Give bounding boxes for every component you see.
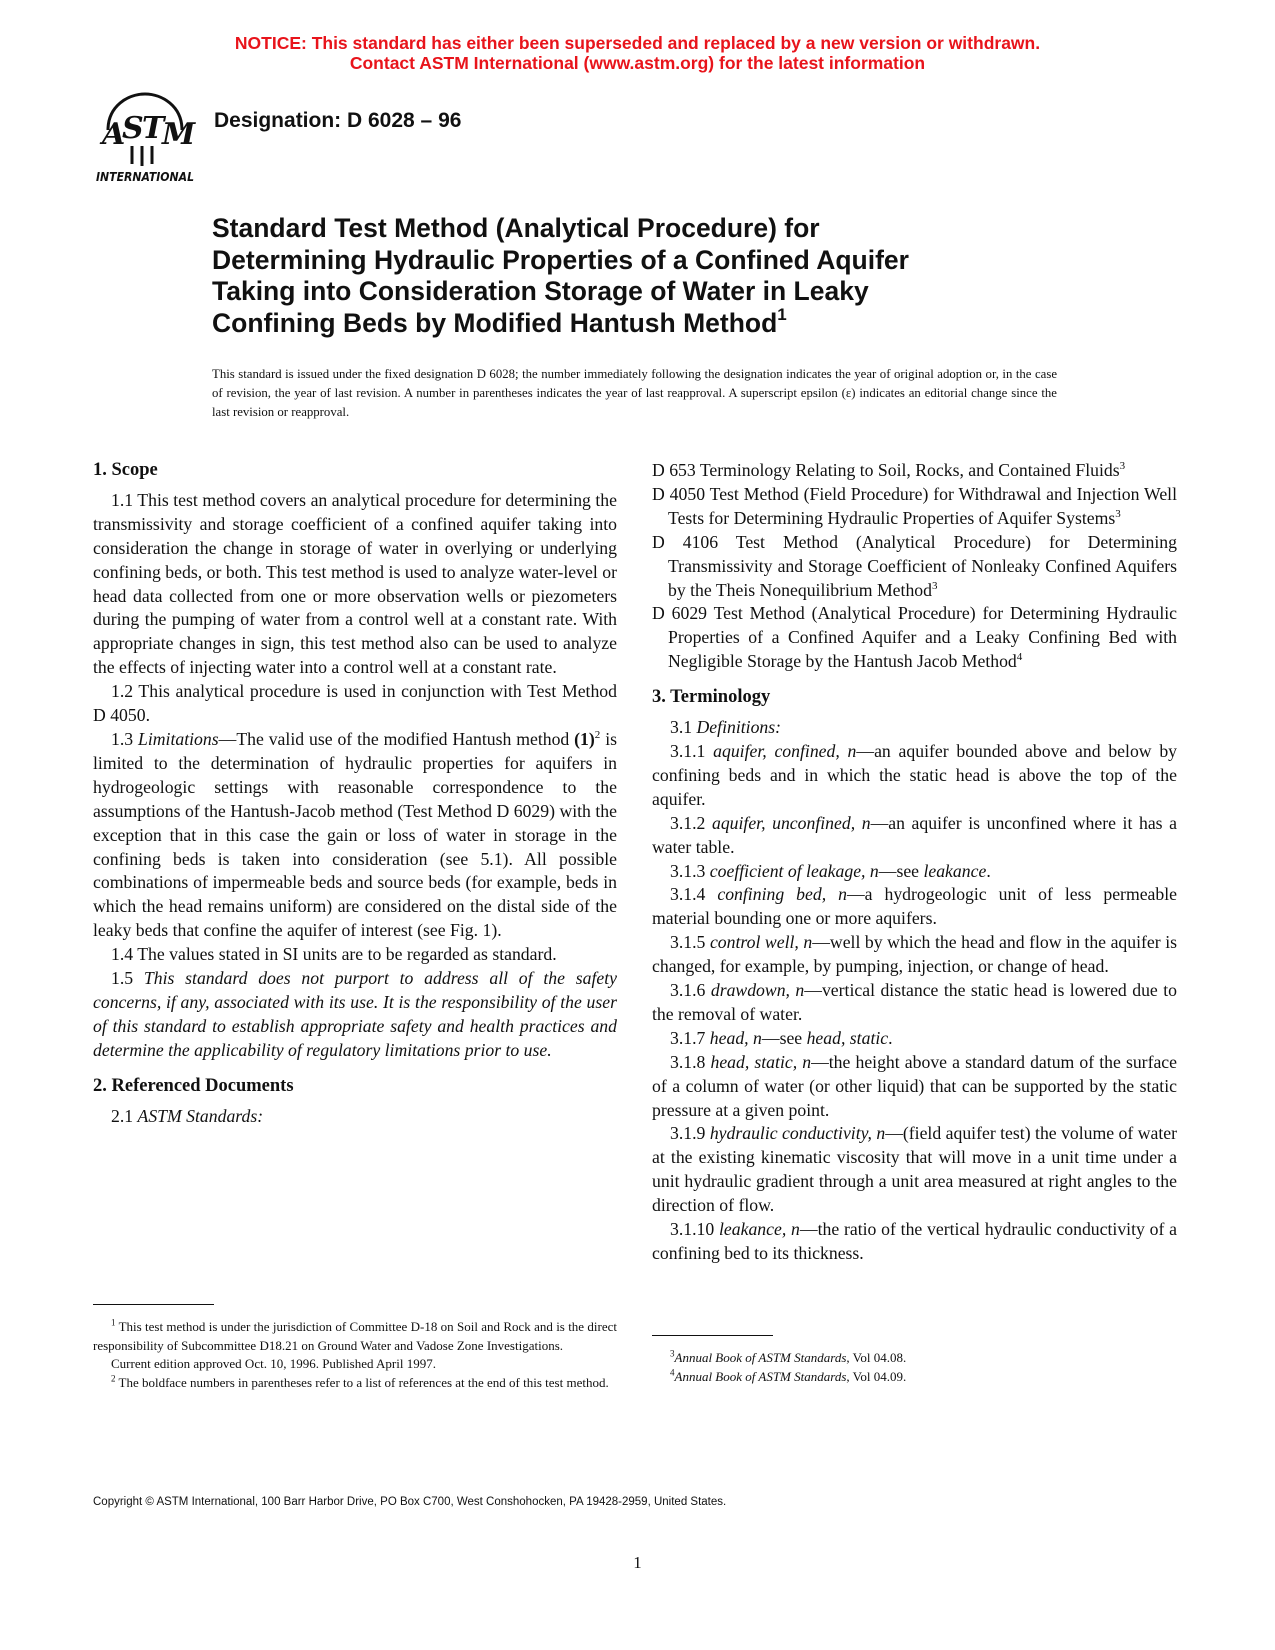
notice-banner <box>0 33 1275 73</box>
notice-line-2: Contact ASTM International (www.astm.org) for the latest information <box>349 53 926 73</box>
definition-number: 3.1.10 <box>670 1219 715 1240</box>
definition-3-1-7 <box>652 1027 1177 1051</box>
definition-text: —an aquifer is unconfined where it has a water table. <box>652 812 1177 857</box>
right-column <box>652 459 1177 1266</box>
paragraph-3-1 <box>652 716 1177 740</box>
paragraph-number: 3.1 <box>670 717 693 738</box>
definition-term: control well, n <box>709 932 813 953</box>
copyright-notice: Copyright © ASTM International, 100 Barr Harbor Drive, PO Box C700, West Conshohocken, PA 19428-2959, United States. <box>93 1496 727 1508</box>
definition-number: 3.1.3 <box>670 860 706 881</box>
paragraph-1-3 <box>93 728 617 943</box>
page-number: 1 <box>633 1553 642 1572</box>
definition-3-1-5 <box>652 931 1177 979</box>
definition-term: leakance, n <box>719 1219 800 1240</box>
reference-item <box>652 531 1177 603</box>
footnote-1 <box>93 1318 617 1355</box>
footnote-4 <box>652 1368 1177 1387</box>
footnote-text: The boldface numbers in parentheses refer to a list of references at the end of this test method. <box>115 1374 609 1390</box>
footnote-divider-left <box>93 1304 214 1305</box>
footnote-mark: 3 <box>931 579 938 592</box>
footnote-text: This test method is under the jurisdiction of Committee D-18 on Soil and Rock and is the direct responsibility of Subcommittee D18.21 on Ground Water and Vadose Zone Investigations. <box>93 1319 617 1353</box>
definitions-label: Definitions: <box>696 717 782 738</box>
svg-text:M: M <box>162 117 196 152</box>
definition-text: —vertical distance the static head is lowered due to the removal of water. <box>652 980 1177 1024</box>
document-title <box>212 213 1032 339</box>
astm-logo <box>92 88 198 186</box>
paragraph-text: is limited to the determination of hydraulic properties for aquifers in hydrogeologic settings with reasonable correspondence to the assumptions of the Hantush-Jacob method (Test Method D 6029) with the exception that in this case the gain or loss of water in storage in the confining beds is taken into consideration (see 5.1). All possible combinations of impermeable beds and source beds (for example, beds in which the head remains uniform) are considered on the distal side of the leaky beds that confine the aquifer of interest (see Fig. 1). <box>93 728 617 941</box>
issuance-note: This standard is issued under the fixed designation D 6028; the number immediately following the designation indicates the year of original adoption or, in the case of revision, the year of last revision. A number in parentheses indicates the year of last reapproval. A superscript epsilon (ε) indicates an editorial change since the last revision or reapproval. <box>212 367 1057 419</box>
definition-3-1-8 <box>652 1051 1177 1123</box>
svg-text:S: S <box>122 111 144 146</box>
footnote-1-edition: Current edition approved Oct. 10, 1996. Published April 1997. <box>111 1356 436 1371</box>
footnote-volume: , Vol 04.09. <box>846 1368 907 1384</box>
footnotes-left <box>93 1318 617 1392</box>
definition-number: 3.1.2 <box>670 812 706 833</box>
definition-number: 3.1.8 <box>670 1051 706 1072</box>
definition-tail: . <box>986 860 991 881</box>
definition-text: —the ratio of the vertical hydraulic conductivity of a confining bed to its thickness. <box>652 1219 1177 1263</box>
definition-term: drawdown, n <box>710 980 805 1001</box>
definition-term: coefficient of leakage, n <box>709 860 879 881</box>
section-heading-terminology: 3. Terminology <box>652 687 771 708</box>
left-column <box>93 459 617 1128</box>
logo-text: INTERNATIONAL <box>96 170 194 184</box>
footnote-3 <box>652 1349 1177 1368</box>
footnote-mark: 4 <box>1016 651 1023 664</box>
footnote-text: Annual Book of ASTM Standards <box>674 1368 847 1384</box>
notice-line-1: NOTICE: This standard has either been superseded and replaced by a new version or withdrawn. <box>234 33 1041 53</box>
reference-text: D 4106 Test Method (Analytical Procedure) for Determining Transmissivity and Storage Coefficient of Nonleaky Confined Aquifers by the Theis Nonequilibrium Method <box>652 531 1177 600</box>
svg-text:T: T <box>142 111 165 146</box>
paragraph-text: —The valid use of the modified Hantush method <box>218 728 575 749</box>
section-heading-referenced-documents: 2. Referenced Documents <box>93 1075 294 1096</box>
footnote-2 <box>93 1374 617 1393</box>
see-term: leakance <box>923 860 987 881</box>
footnote-mark: 3 <box>670 1348 675 1359</box>
definition-text: —a hydrogeologic unit of less permeable material bounding one or more aquifers. <box>652 884 1178 929</box>
see-term: head, static <box>806 1027 889 1048</box>
reference-item <box>652 602 1177 674</box>
footnote-mark: 3 <box>1115 507 1121 520</box>
footnote-mark: 4 <box>670 1367 675 1378</box>
reference-text: D 4050 Test Method (Field Procedure) for Withdrawal and Injection Well Tests for Determining Hydraulic Properties of Aquifer Systems <box>652 483 1177 528</box>
footnote-mark: 1 <box>111 1317 116 1328</box>
definition-term: head, n <box>709 1027 762 1048</box>
reference-item <box>652 483 1177 531</box>
paragraph-1-1: 1.1 This test method covers an analytical procedure for determining the transmissivity and storage coefficient of a confined aquifer taking into consideration the change in storage of water in overlying or underlying confining beds, or both. This test method is used to analyze water-level or head data collected from one or more observation wells or piezometers during the pumping of water from a control well at a constant rate. With appropriate changes in sign, this test method also can be used to analyze the effects of injecting water into a control well at a constant rate. <box>93 489 617 678</box>
definition-number: 3.1.7 <box>670 1027 706 1048</box>
title-footnote-mark: 1 <box>777 304 787 324</box>
paragraph-1-2: 1.2 This analytical procedure is used in conjunction with Test Method D 4050. <box>93 681 617 726</box>
definition-number: 3.1.1 <box>670 740 706 761</box>
footnote-mark: 3 <box>1119 460 1126 473</box>
footnotes-right <box>652 1349 1177 1386</box>
definition-number: 3.1.6 <box>670 980 706 1001</box>
definition-tail: . <box>888 1027 893 1048</box>
definition-number: 3.1.9 <box>670 1123 706 1144</box>
definition-3-1-3 <box>652 860 1177 884</box>
definition-term: aquifer, unconfined, n <box>711 812 871 833</box>
safety-statement: This standard does not purport to address all of the safety concerns, if any, associated with its use. It is the responsibility of the user of this standard to establish appropriate safety and health practices and determine the applicability of regulatory limitations prior to use. <box>93 968 618 1060</box>
astm-standards-label: ASTM Standards: <box>137 1105 264 1126</box>
definition-text: —(field aquifer test) the volume of water at the existing kinematic viscosity that will move in a unit time under a unit hydraulic gradient through a unit area measured at right angles to the direction of flow. <box>652 1123 1178 1216</box>
footnote-text: Annual Book of ASTM Standards <box>674 1350 847 1365</box>
section-heading-scope: 1. Scope <box>93 460 158 480</box>
paragraph-number: 1.3 <box>111 728 134 749</box>
definition-3-1-2 <box>652 812 1177 860</box>
definition-3-1-6 <box>652 979 1177 1027</box>
definition-number: 3.1.5 <box>670 932 706 953</box>
paragraph-1-4: 1.4 The values stated in SI units are to be regarded as standard. <box>111 944 557 965</box>
paragraph-number: 2.1 <box>111 1105 134 1126</box>
definition-text: —an aquifer bounded above and below by confining beds and in which the static head is above the top of the aquifer. <box>652 740 1178 809</box>
definition-term: hydraulic conductivity, n <box>709 1123 886 1144</box>
definition-text: —the height above a standard datum of the surface of a column of water (or other liquid) that can be supported by the static pressure at a given point. <box>652 1051 1178 1120</box>
definition-3-1-1 <box>652 740 1177 812</box>
definition-3-1-9 <box>652 1122 1177 1218</box>
definition-text: —see <box>878 860 924 881</box>
title-line-4: Confining Beds by Modified Hantush Method <box>212 307 778 338</box>
footnote-mark: 2 <box>111 1373 116 1384</box>
reference-text: D 6029 Test Method (Analytical Procedure) for Determining Hydraulic Properties of a Confined Aquifer and a Leaky Confining Bed with Negligible Storage by the Hantush Jacob Method <box>652 603 1177 672</box>
title-line-3: Taking into Consideration Storage of Water in Leaky <box>212 276 869 306</box>
footnote-divider-right <box>652 1335 773 1336</box>
definition-text: —well by which the head and flow in the aquifer is changed, for example, by pumping, injection, or change of head. <box>652 932 1178 977</box>
title-line-2: Determining Hydraulic Properties of a Confined Aquifer <box>212 244 909 275</box>
definition-term: head, static, n <box>710 1051 812 1072</box>
designation: Designation: D 6028 – 96 <box>214 109 462 132</box>
reference-number: (1) <box>574 728 595 749</box>
definition-3-1-4 <box>652 883 1177 931</box>
footnote-mark: 2 <box>594 729 601 742</box>
title-line-1: Standard Test Method (Analytical Procedure) for <box>212 213 820 243</box>
reference-item <box>652 459 1177 483</box>
definition-term: confining bed, n <box>717 884 847 905</box>
svg-text:A: A <box>102 117 126 152</box>
paragraph-number: 1.5 <box>111 968 134 989</box>
definition-term: aquifer, confined, n <box>713 740 857 761</box>
definition-3-1-10 <box>652 1218 1177 1266</box>
footnote-volume: , Vol 04.08. <box>846 1350 907 1365</box>
paragraph-1-5 <box>93 967 617 1063</box>
definition-text: —see <box>761 1027 807 1048</box>
definition-number: 3.1.4 <box>670 884 706 905</box>
reference-text: D 653 Terminology Relating to Soil, Rocks, and Contained Fluids <box>652 460 1120 480</box>
limitations-label: Limitations <box>138 728 219 749</box>
paragraph-2-1 <box>93 1105 617 1129</box>
